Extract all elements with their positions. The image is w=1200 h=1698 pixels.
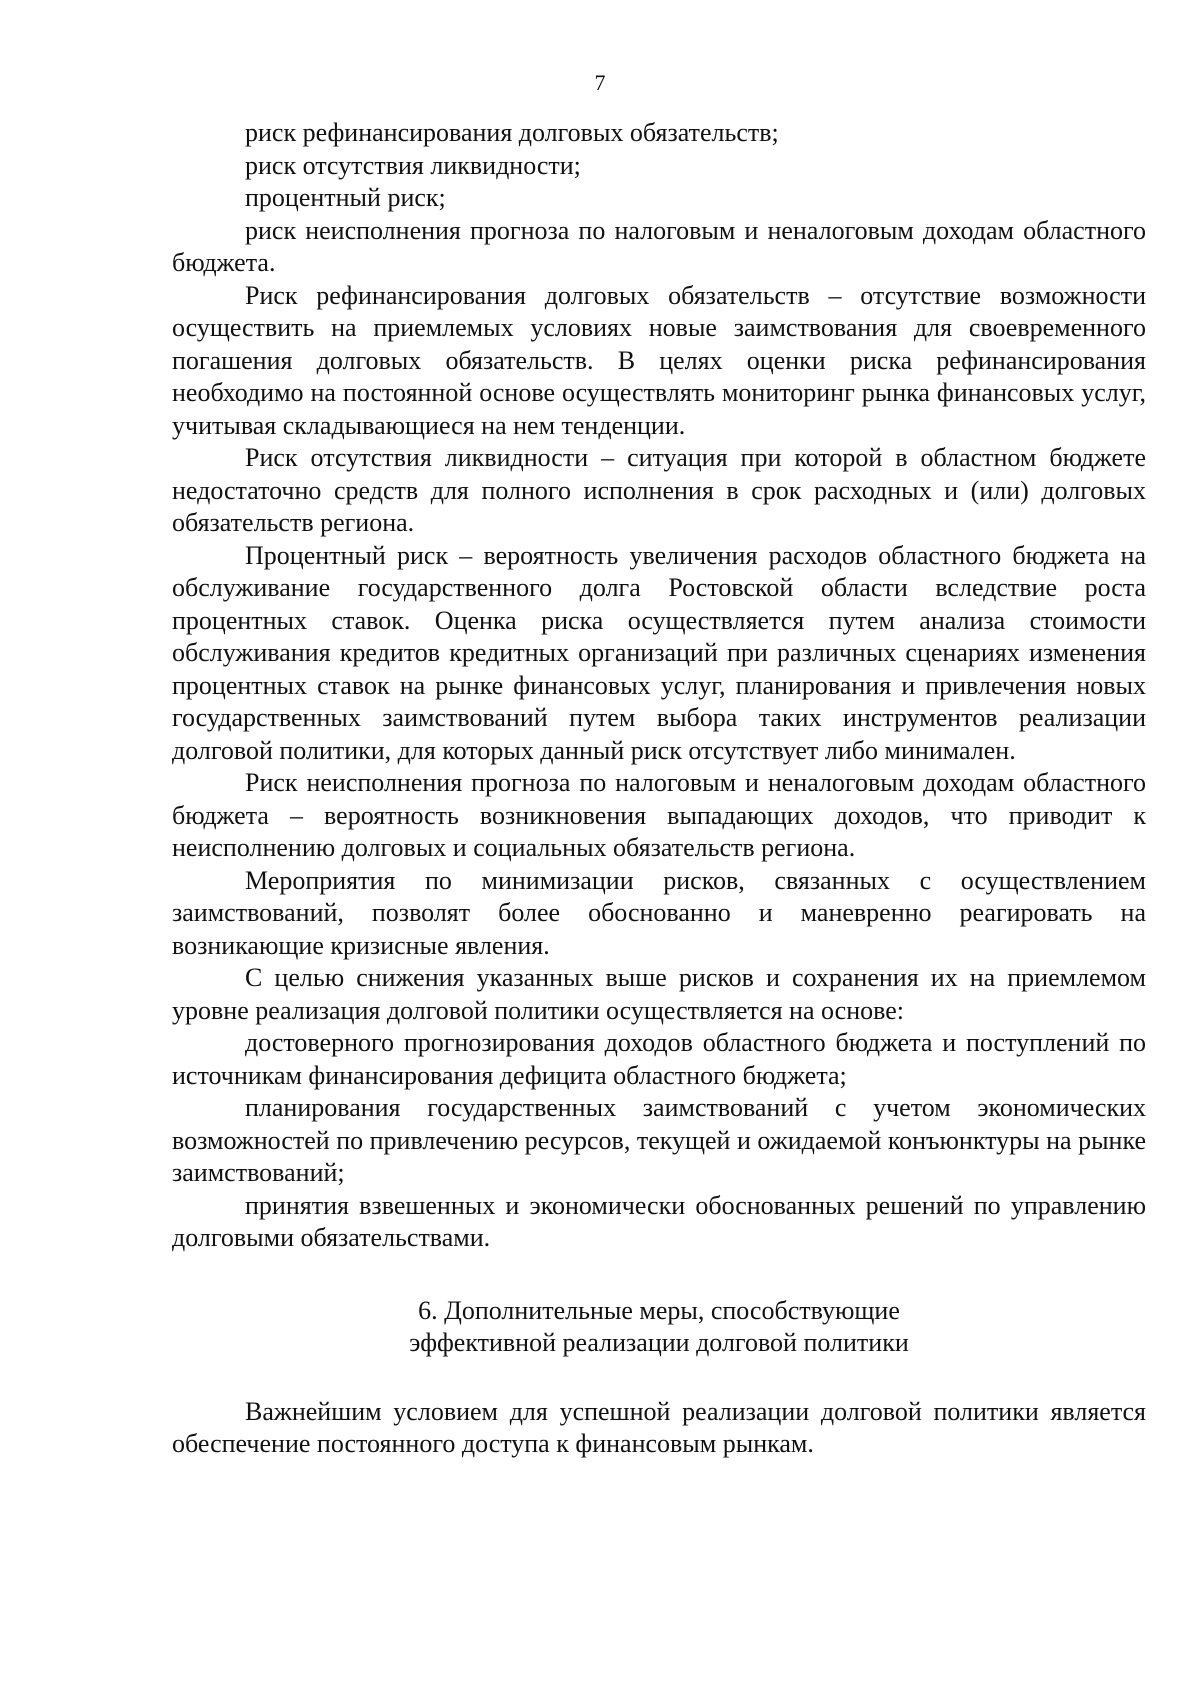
paragraph-risk-list-refinancing: риск рефинансирования долговых обязательств; — [245, 118, 779, 147]
paragraph-basis-decisions: принятия взвешенных и экономически обоснованных решений по управлению долговыми обязательствами. — [172, 1190, 1146, 1252]
section-6-heading-line-1: 6. Дополнительные меры, способствующие — [418, 1295, 900, 1325]
paragraph-basis-planning: планирования государственных заимствований с учетом экономических возможностей по привлечению ресурсов, текущей и ожидаемой конъюнктуры на рынке заимствований; — [172, 1093, 1146, 1187]
paragraph-interest-risk: Процентный риск – вероятность увеличения расходов областного бюджета на обслуживание государственного долга Ростовской области вследствие роста процентных ставок. Оценка риска осуществляется путем анализа стоимости обслуживания кредитов кредитных организаций при различных сценариях изменения процентных ставок на рынке финансовых услуг, планирования и привлечения новых государственных заимствований путем выбора таких инструментов реализации долговой политики, для которых данный риск отсутствует либо минимален. — [172, 540, 1146, 765]
paragraph-basis-forecasting: достоверного прогнозирования доходов областного бюджета и поступлений по источникам финансирования дефицита областного бюджета; — [172, 1028, 1146, 1090]
section-6-heading-line-2: эффективной реализации долговой политики — [409, 1328, 909, 1357]
paragraph-forecast-risk: Риск неисполнения прогноза по налоговым и неналоговым доходам областного бюджета – вероятность возникновения выпадающих доходов, что приводит к неисполнению долговых и социальных обязательств региона. — [172, 768, 1146, 862]
page-number: 7 — [594, 70, 606, 95]
paragraph-liquidity-risk: Риск отсутствия ликвидности – ситуация при которой в областном бюджете недостаточно средств для полного исполнения в срок расходных и (или) долговых обязательств региона. — [172, 443, 1146, 537]
section-6-heading — [172, 1295, 1146, 1360]
paragraph-policy-basis: С целью снижения указанных выше рисков и сохранения их на приемлемом уровне реализация долговой политики осуществляется на основе: — [172, 963, 1146, 1025]
paragraph-section-6-intro: Важнейшим условием для успешной реализации долговой политики является обеспечение постоянного доступа к финансовым рынкам. — [172, 1396, 1146, 1458]
paragraph-risk-list-liquidity: риск отсутствия ликвидности; — [245, 150, 581, 180]
paragraph-risk-list-interest: процентный риск; — [245, 183, 446, 212]
paragraph-risk-list-forecast: риск неисполнения прогноза по налоговым и неналоговым доходам областного бюджета. — [172, 215, 1146, 277]
paragraph-mitigation-measures: Мероприятия по минимизации рисков, связанных с осуществлением заимствований, позволят более обоснованно и маневренно реагировать на возникающие кризисные явления. — [172, 865, 1146, 960]
paragraph-refinancing-risk: Риск рефинансирования долговых обязательств – отсутствие возможности осуществить на приемлемых условиях новые заимствования для своевременного погашения долговых обязательств. В целях оценки риска рефинансирования необходимо на постоянной основе осуществлять мониторинг рынка финансовых услуг, учитывая складывающиеся на нем тенденции. — [172, 280, 1146, 440]
document-body — [172, 117, 1146, 1461]
